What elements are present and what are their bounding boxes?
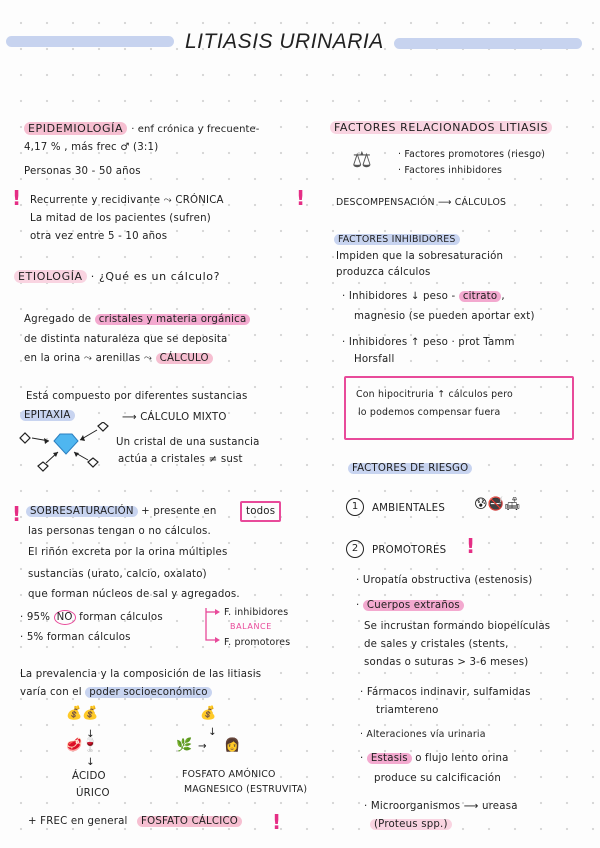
exclamation-icon: !: [466, 534, 476, 558]
phos-line2: MAGNESICO (ESTRUVITA): [184, 784, 308, 795]
epidemiology-line2: 4,17 % , más frec ♂ (3:1): [24, 142, 159, 153]
oversaturation-label: SOBRESATURACIÓN: [26, 506, 138, 517]
risk-b2: [356, 599, 464, 612]
hypocitraturia-line1: Con hipocitruria ↑ cálculos pero: [356, 389, 513, 400]
risk-b5: [360, 752, 509, 765]
etiology-heading: [14, 270, 220, 283]
risk-b6: · Microorganismos ⟶ ureasa: [364, 801, 518, 812]
exclamation-icon: !: [296, 186, 306, 210]
inhibitors-header: [334, 233, 460, 246]
bracket-icon: [196, 606, 222, 644]
oversaturation-line5: que forman núcleos de sal y agregados.: [28, 589, 240, 600]
exclamation-icon: !: [272, 810, 282, 834]
citrate-highlight: citrato: [459, 291, 502, 302]
risk-b2-l2: Se incrustan formando biopelículas: [364, 621, 551, 632]
etiology-question: · ¿Qué es un cálculo?: [90, 270, 221, 283]
risk-b2-l4: sondas o suturas > 3-6 meses): [364, 657, 529, 668]
down-arrow-icon: ↓: [208, 727, 217, 738]
promoters-label: PROMOTORES: [372, 545, 447, 556]
risk-header-label: FACTORES DE RIESGO: [348, 463, 472, 474]
epitaxia-label: [20, 409, 75, 422]
etiology-label: ETIOLOGÍA: [14, 270, 87, 283]
money-bag-icon: 💰💰: [66, 706, 99, 721]
person-icon: 👩: [224, 738, 241, 753]
epitaxia-highlight: EPITAXIA: [20, 410, 75, 421]
arrow-icon: →: [198, 741, 207, 752]
crystal-line1: Un cristal de una sustancia: [116, 437, 260, 448]
risk-b5-l2: produce su calcificación: [374, 773, 501, 784]
epidemiology-heading: [24, 122, 260, 136]
mixed-calculus: ⟶ CÁLCULO MIXTO: [122, 412, 227, 423]
ambient-label: AMBIENTALES: [372, 503, 445, 514]
exclamation-icon: !: [12, 186, 22, 210]
inhibitors-bullet2: magnesio (se pueden aportar ext): [354, 311, 535, 322]
money-bag-icon: 💰: [200, 706, 217, 721]
down-arrow-icon: ↓: [86, 729, 95, 740]
risk-b2-l3: de sales y cristales (stents,: [364, 639, 509, 650]
risk-b6-l2: [370, 818, 452, 831]
risk-b4: · Alteraciones vía urinaria: [360, 729, 486, 740]
etiology-line3: [24, 352, 213, 365]
down-arrow-icon: ↓: [86, 757, 95, 768]
inhibitors-bullet4: Horsfall: [354, 354, 395, 365]
etiology-line2: de distinta naturaleza que se deposita: [24, 334, 228, 345]
no-circled: NO: [54, 610, 76, 625]
pct-95: · 95%: [20, 612, 54, 623]
risk-b3: · Fármacos indinavir, sulfamidas: [360, 687, 531, 698]
etiology-line1: [24, 313, 250, 326]
risk-b3-l2: triamtereno: [376, 705, 439, 716]
exclamation-icon: !: [12, 502, 22, 526]
todos-box: todos: [240, 501, 281, 522]
oversaturation-heading: [26, 505, 217, 518]
stasis-highlight: Estasis: [367, 753, 412, 764]
fosfato-calcico-highlight: FOSFATO CÁLCICO: [137, 816, 242, 827]
pct-5-line: · 5% forman cálculos: [20, 632, 131, 643]
risk-b5-text: o flujo lento orina: [415, 753, 509, 764]
etiology-line3-text: en la orina ⤳ arenillas ⤳: [24, 353, 153, 364]
phos-line1: FOSFATO AMÓNICO: [182, 769, 276, 780]
risk-header: [348, 462, 472, 475]
prevalence-line2: [20, 686, 212, 699]
etiology-highlight: cristales y materia orgánica: [95, 314, 251, 325]
pct-95-text: forman cálculos: [79, 612, 163, 623]
factors-header: [330, 121, 552, 134]
socioeconomic-highlight: poder socioeconómico: [85, 687, 211, 698]
acid-line2: ÚRICO: [76, 788, 110, 799]
plant-icon: 🌿: [176, 738, 193, 753]
oversaturation-rest: + presente en: [141, 506, 217, 517]
composition-line: Está compuesto por diferentes sustancias: [26, 391, 248, 402]
ambient-icons: 😰🚭🛋: [474, 497, 521, 512]
epidemiology-label: EPIDEMIOLOGÍA: [24, 122, 127, 135]
crystal-diagram: [16, 422, 116, 477]
factors-item2: · Factores inhibidores: [398, 165, 503, 176]
acid-line1: ÁCIDO: [72, 771, 106, 782]
crystal-line2: actúa a cristales ≠ sust: [118, 454, 243, 465]
oversaturation-line4: sustancias (urato, calcio, oxalato): [28, 569, 207, 580]
factors-header-label: FACTORES RELACIONADOS LITIASIS: [330, 121, 552, 134]
proteus-highlight: (Proteus spp.): [370, 819, 452, 830]
prevalence-line1: La prevalencia y la composición de las litiasis: [20, 669, 262, 680]
calculo-highlight: CÁLCULO: [156, 353, 213, 364]
inhibitors-bullet1-comma: ,: [501, 291, 505, 302]
inhibitors-bullet1-text: · Inhibidores ↓ peso -: [342, 291, 456, 302]
inhibitors-bullet1: [342, 290, 505, 303]
f-promotores: F. promotores: [224, 637, 291, 648]
inhibitors-header-label: FACTORES INHIBIDORES: [334, 234, 460, 245]
oversaturation-line2: las personas tengan o no cálculos.: [28, 526, 211, 537]
balance-label: BALANCE: [230, 622, 272, 631]
hypocitraturia-line2: lo podemos compensar fuera: [358, 407, 501, 418]
prevalence-line2-text: varía con el: [20, 687, 82, 698]
foreign-bodies-highlight: Cuerpos extraños: [363, 600, 464, 611]
title-band-right: [394, 38, 582, 49]
inhibitors-bullet3: · Inhibidores ↑ peso · prot Tamm: [342, 337, 515, 348]
crystal-icon: [16, 422, 116, 477]
oversaturation-line3: El riñón excreta por la orina múltiples: [28, 547, 228, 558]
epidemiology-line6: otra vez entre 5 - 10 años: [30, 231, 168, 242]
etiology-line1-text: Agregado de: [24, 314, 92, 325]
f-inhibidores: F. inhibidores: [224, 607, 289, 618]
pct-95-line: [20, 611, 163, 624]
bullet: ·: [360, 753, 364, 764]
meat-wine-icon: 🥩🍷: [66, 738, 99, 753]
page-title: LITIASIS URINARIA: [185, 30, 384, 53]
number-2: 2: [346, 540, 364, 558]
epidemiology-line4: Recurrente y recidivante ⤳ CRÓNICA: [30, 195, 224, 206]
decompensation: DESCOMPENSACIÓN ⟶ CÁLCULOS: [336, 197, 507, 208]
footer-text: + FREC en general: [28, 816, 128, 827]
prevalence-footer: [28, 815, 242, 828]
risk-b1: · Uropatía obstructiva (estenosis): [356, 575, 533, 586]
number-1: 1: [346, 498, 364, 516]
bracket-arrow: [196, 606, 222, 648]
epidemiology-line1: · enf crónica y frecuente-: [131, 124, 260, 135]
epidemiology-line3: Personas 30 - 50 años: [24, 166, 141, 177]
epidemiology-line5: La mitad de los pacientes (sufren): [30, 213, 211, 224]
bullet: ·: [356, 600, 360, 611]
inhibitors-line1: Impiden que la sobresaturación: [336, 251, 504, 262]
scale-icon: ⚖: [352, 148, 372, 173]
inhibitors-line2: produzca cálculos: [336, 267, 431, 278]
factors-item1: · Factores promotores (riesgo): [398, 149, 546, 160]
title-band-left: [6, 36, 174, 47]
